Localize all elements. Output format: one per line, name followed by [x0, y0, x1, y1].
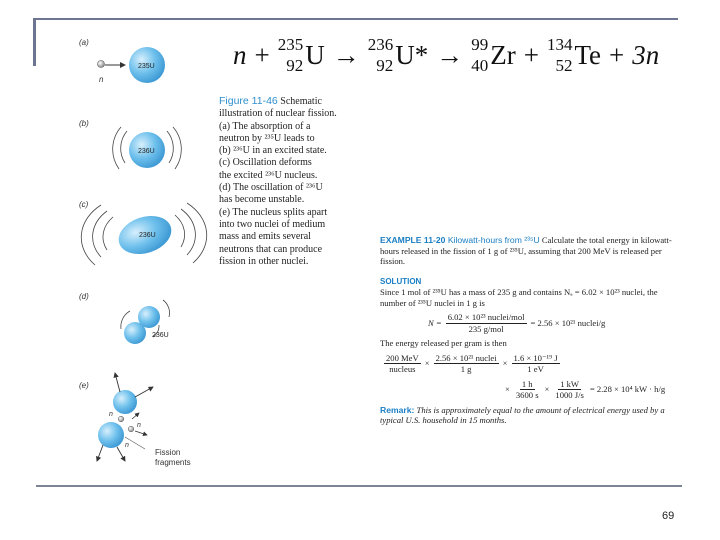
fraction-denominator: 1 g	[460, 364, 472, 374]
u236-label: 236U	[152, 332, 169, 339]
neutron-icon	[98, 61, 105, 68]
figure-caption	[219, 95, 359, 268]
eq-u236-symbol: U*	[395, 39, 429, 70]
times-sign: ×	[505, 384, 510, 395]
neutron-label: n	[137, 422, 141, 429]
eq-tellurium	[547, 34, 601, 76]
caption-line: neutrons that can produce	[219, 243, 323, 255]
caption-line: has become unstable.	[219, 194, 305, 206]
worked-example	[380, 235, 685, 426]
fraction	[446, 312, 527, 334]
eq-zirconium	[471, 34, 515, 76]
eq-te-symbol: Te	[574, 39, 602, 70]
example-number: EXAMPLE 11-20	[380, 235, 446, 245]
caption-line: Schematic	[277, 96, 322, 107]
caption-line: (d) The oscillation of ²³⁶U	[219, 182, 323, 194]
neutron-label: n	[125, 442, 129, 449]
eq-uranium-236	[368, 34, 429, 76]
caption-line: the excited ²³⁶U nucleus.	[219, 169, 318, 181]
fraction-numerator: 1 h	[521, 378, 533, 389]
energy-equation-line1	[380, 353, 685, 375]
eq-zr-atomic: 40	[471, 56, 489, 75]
caption-line: (a) The absorption of a	[219, 120, 311, 132]
panel-label-d: (d)	[79, 292, 89, 301]
neutron-icon	[128, 426, 134, 432]
example-body: Calculate the total energy in kilowatt-hours released in the fission of 1 g of ²³⁵U, assuming that 200 MeV is released per fission.	[380, 235, 672, 266]
fraction	[553, 379, 585, 401]
fission-fragment-upper	[113, 390, 137, 414]
fission-equation	[233, 30, 659, 80]
n-equals: N =	[428, 317, 442, 328]
eq-uranium-235	[278, 34, 325, 76]
fraction-denominator: 3600 s	[515, 390, 539, 400]
eq-zr-symbol: Zr	[490, 39, 516, 70]
eq-u236-atomic: 92	[376, 56, 394, 75]
panel-label-a: (a)	[79, 38, 89, 47]
fraction-denominator: 1000 J/s	[555, 390, 584, 400]
solution-heading: SOLUTION	[380, 276, 422, 286]
eq-te-mass: 134	[546, 35, 573, 54]
caption-line: (b) ²³⁶U in an excited state.	[219, 145, 327, 157]
energy-text: The energy released per gram is then	[380, 338, 507, 348]
slide-frame-top	[33, 18, 678, 20]
eq-u235-atomic: 92	[286, 56, 304, 75]
eq-u235-symbol: U	[305, 39, 325, 70]
u236-label: 236U	[139, 232, 156, 239]
fraction-denominator: 1 eV	[527, 364, 544, 374]
panel-c-deformed-nucleus	[81, 203, 206, 265]
slide-frame-bottom	[36, 485, 682, 487]
figure-number: Figure 11-46	[219, 95, 278, 107]
neutron-icon	[118, 416, 124, 422]
eq-arrow: →	[436, 39, 464, 70]
fraction-denominator: 235 g/mol	[468, 323, 504, 334]
caption-line: into two nuclei of medium	[219, 218, 326, 230]
equation-result: = 2.28 × 10⁴ kW · h/g	[589, 384, 666, 395]
caption-line: fission in other nuclei.	[219, 255, 309, 267]
eq-plus: +	[523, 39, 539, 70]
nuclei-per-gram-equation	[428, 312, 685, 334]
caption-line: neutron by ²³⁵U leads to	[219, 132, 315, 144]
panel-b-excited-nucleus	[113, 127, 182, 169]
fraction-denominator: nucleus	[389, 364, 416, 374]
u235-label: 235U	[138, 63, 155, 70]
panel-label-c: (c)	[79, 200, 89, 209]
panel-label-b: (b)	[79, 119, 89, 128]
eq-plus: +	[609, 39, 625, 70]
times-sign: ×	[502, 358, 508, 369]
eq-u236-mass: 236	[367, 35, 394, 54]
eq-three-neutrons: 3n	[632, 39, 660, 70]
eq-u235-mass: 235	[277, 35, 304, 54]
caption-line: (c) Oscillation deforms	[219, 157, 312, 169]
remark	[380, 405, 685, 426]
fission-fragments-label: Fission	[155, 448, 181, 457]
panel-e-fission	[97, 373, 191, 467]
equation-result: = 2.56 × 10²¹ nuclei/g	[530, 317, 606, 328]
caption-line: (e) The nucleus splits apart	[219, 206, 328, 218]
fraction-numerator: 2.56 × 10²¹ nuclei	[435, 352, 497, 363]
caption-line: illustration of nuclear fission.	[219, 108, 337, 120]
u236-label: 236U	[138, 148, 155, 155]
times-sign: ×	[424, 358, 430, 369]
neutron-label: n	[109, 411, 113, 418]
nucleus-lobe-upper	[138, 306, 160, 328]
caption-line: mass and emits several	[219, 231, 311, 243]
panel-d-unstable-nucleus	[121, 300, 170, 344]
fraction	[514, 379, 541, 401]
fission-fragment-lower	[98, 422, 124, 448]
fission-fragments-label: fragments	[155, 458, 191, 467]
example-title: Kilowatt-hours from ²³⁵U	[445, 235, 540, 245]
page-number: 69	[662, 510, 675, 522]
solution-text: Since 1 mol of ²³⁵U has a mass of 235 g and contains Nₐ = 6.02 × 10²³ nuclei, the number of ²³⁵U nuclei in 1 g is	[380, 287, 658, 308]
eq-arrow: →	[332, 39, 360, 70]
fraction	[434, 353, 499, 375]
eq-te-atomic: 52	[555, 56, 573, 75]
fraction-numerator: 200 MeV	[386, 352, 419, 363]
fraction	[384, 353, 421, 375]
eq-zr-mass: 99	[471, 35, 489, 54]
panel-a-neutron-absorption	[98, 47, 166, 84]
fission-illustration	[75, 35, 225, 475]
neutron-label: n	[99, 75, 104, 84]
eq-plus: +	[254, 39, 270, 70]
eq-neutron: n	[233, 39, 247, 70]
fraction-numerator: 1.6 × 10⁻¹⁹ J	[513, 352, 558, 363]
example-statement	[380, 235, 685, 267]
fraction-numerator: 6.02 × 10²³ nuclei/mol	[447, 312, 525, 322]
remark-text: This is approximately equal to the amount of electrical energy used by a typical U.S. household in 15 months.	[380, 404, 665, 425]
remark-label: Remark:	[380, 404, 415, 415]
energy-equation-line2	[505, 379, 685, 401]
times-sign: ×	[544, 384, 550, 395]
fraction-numerator: 1 kW	[560, 378, 580, 389]
panel-label-e: (e)	[79, 381, 89, 390]
slide-frame-left	[33, 18, 36, 66]
fraction	[512, 353, 560, 375]
